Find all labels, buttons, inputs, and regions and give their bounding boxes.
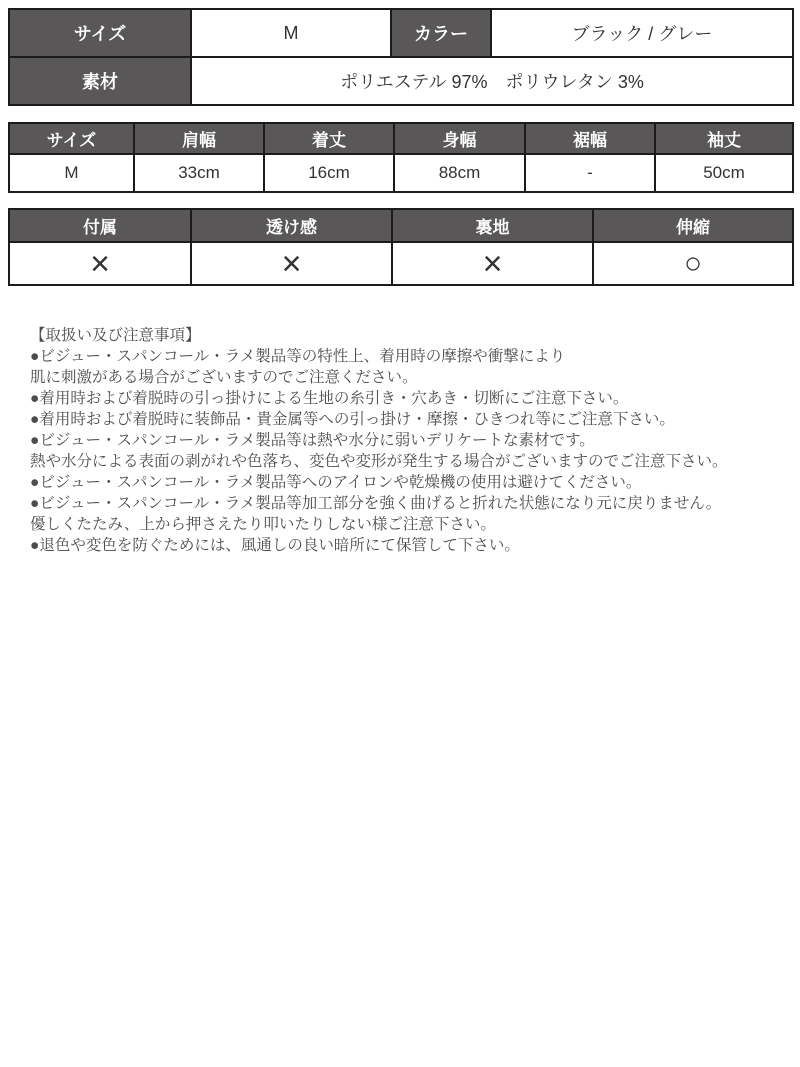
features-header-sheerness: 透け感	[191, 209, 392, 242]
measurement-shoulder-value: 33cm	[134, 154, 264, 192]
material-value-cell: ポリエステル 97% ポリウレタン 3%	[191, 57, 793, 105]
feature-stretch-mark: ○	[593, 242, 793, 285]
measurements-header-size: サイズ	[9, 123, 134, 154]
care-note-line: ●退色や変色を防ぐためには、風通しの良い暗所にて保管して下さい。	[30, 537, 520, 554]
summary-row-material	[9, 57, 793, 105]
measurements-value-row	[9, 154, 793, 192]
care-note-line: 優しくたたみ、上から押さえたり叩いたりしない様ご注意下さい。	[30, 516, 496, 533]
features-header-lining: 裏地	[392, 209, 593, 242]
feature-sheerness-mark: ×	[191, 242, 392, 285]
measurements-header-hem: 裾幅	[525, 123, 655, 154]
care-note-line: ●着用時および着脱時の引っ掛けによる生地の糸引き・穴あき・切断にご注意下さい。	[30, 390, 629, 407]
care-note-line: ●着用時および着脱時に装飾品・貴金属等への引っ掛け・摩擦・ひきつれ等にご注意下さい。	[30, 411, 675, 428]
summary-row-size-color	[9, 9, 793, 57]
care-note-line: 熱や水分による表面の剥がれや色落ち、変色や変形が発生する場合がございますのでご注意下さい。	[30, 453, 728, 470]
features-header-row	[9, 209, 793, 242]
measurements-header-sleeve: 袖丈	[655, 123, 793, 154]
feature-lining-mark: ×	[392, 242, 593, 285]
measurements-header-row	[9, 123, 793, 154]
measurement-hem-value: -	[525, 154, 655, 192]
features-header-stretch: 伸縮	[593, 209, 793, 242]
color-value-cell: ブラック / グレー	[491, 9, 793, 57]
care-notes-title: 【取扱い及び注意事項】	[30, 327, 201, 344]
care-notes	[30, 325, 782, 556]
measurements-header-length: 着丈	[264, 123, 394, 154]
measurement-width-value: 88cm	[394, 154, 525, 192]
care-note-line: 肌に刺激がある場合がございますのでご注意ください。	[30, 369, 418, 386]
care-note-line: ●ビジュー・スパンコール・ラメ製品等へのアイロンや乾燥機の使用は避けてください。	[30, 474, 642, 491]
size-value-cell: M	[191, 9, 391, 57]
care-note-line: ●ビジュー・スパンコール・ラメ製品等は熱や水分に弱いデリケートな素材です。	[30, 432, 595, 449]
measurements-header-width: 身幅	[394, 123, 525, 154]
material-label-cell: 素材	[9, 57, 191, 105]
features-header-accessory: 付属	[9, 209, 191, 242]
size-label-cell: サイズ	[9, 9, 191, 57]
measurement-size-value: M	[9, 154, 134, 192]
measurement-sleeve-value: 50cm	[655, 154, 793, 192]
features-value-row	[9, 242, 793, 285]
summary-table	[8, 8, 794, 106]
features-table	[8, 208, 794, 286]
measurements-header-shoulder: 肩幅	[134, 123, 264, 154]
care-note-line: ●ビジュー・スパンコール・ラメ製品等の特性上、着用時の摩擦や衝撃により	[30, 348, 566, 365]
feature-accessory-mark: ×	[9, 242, 191, 285]
measurement-length-value: 16cm	[264, 154, 394, 192]
measurements-table	[8, 122, 794, 193]
color-label-cell: カラー	[391, 9, 491, 57]
care-note-line: ●ビジュー・スパンコール・ラメ製品等加工部分を強く曲げると折れた状態になり元に戻りません。	[30, 495, 722, 512]
